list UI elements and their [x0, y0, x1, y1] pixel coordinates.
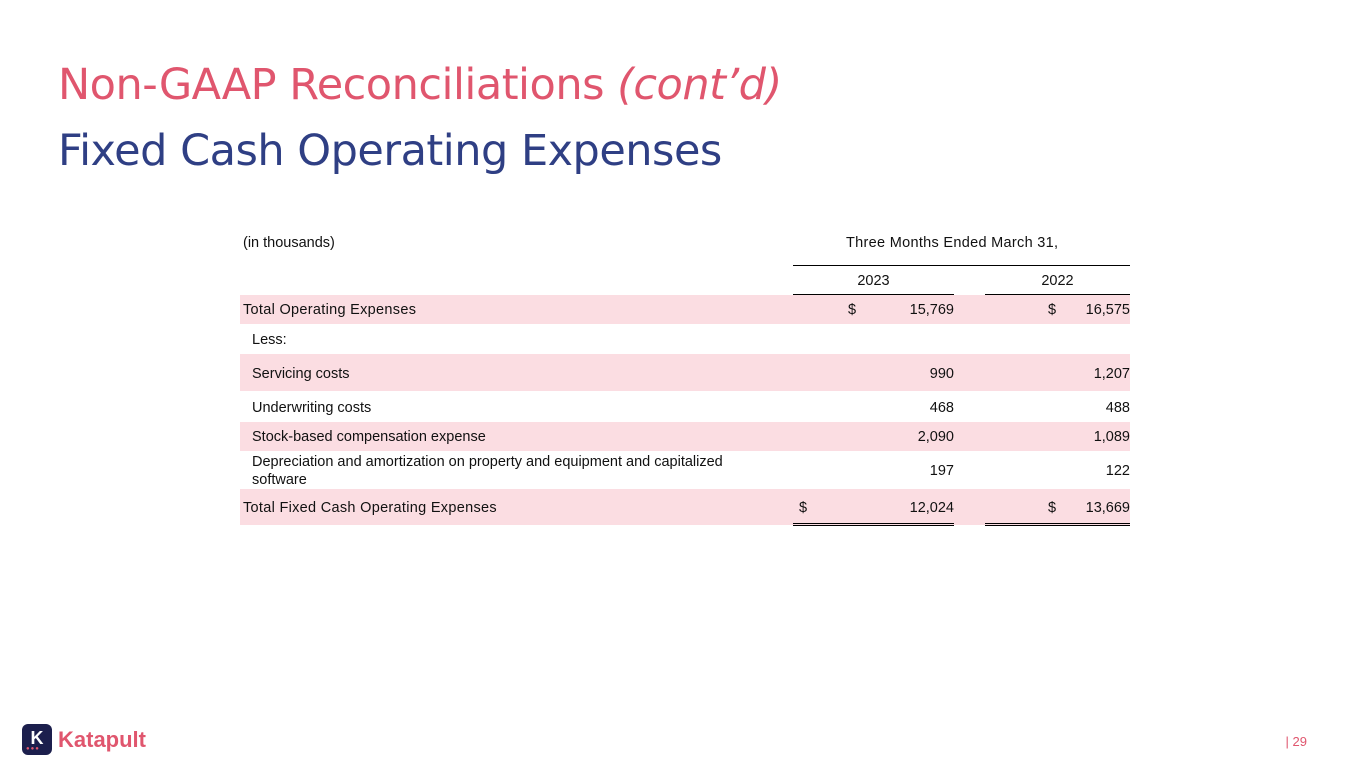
- table-row: [240, 295, 1130, 324]
- dollar-sign: $: [799, 500, 808, 516]
- katapult-logo-icon: K ●●●: [22, 724, 52, 755]
- page-subtitle: Fixed Cash Operating Expenses: [58, 126, 722, 176]
- double-underline-2022: [985, 523, 1130, 526]
- table-row: [240, 489, 1130, 525]
- row-label: Stock-based compensation expense: [252, 429, 486, 445]
- katapult-logo: [22, 724, 146, 755]
- katapult-logo-text: Katapult: [58, 726, 146, 752]
- row-label: [252, 453, 723, 489]
- value-2023: 12,024: [909, 500, 954, 516]
- value-2022: 488: [1105, 400, 1130, 416]
- row-label: Servicing costs: [252, 366, 350, 382]
- value-2023: 197: [929, 463, 954, 479]
- double-underline-2023: [793, 523, 954, 526]
- row-label-line2: software: [252, 472, 307, 488]
- table-row: [240, 391, 1130, 422]
- dollar-sign: $: [1048, 302, 1057, 318]
- value-2023: 2,090: [917, 429, 954, 445]
- row-label-line1: Depreciation and amortization on property and equipment and capitalized: [252, 454, 723, 470]
- page-title: [58, 60, 782, 110]
- value-2022: 1,207: [1093, 366, 1130, 382]
- value-2023: 15,769: [909, 302, 954, 318]
- table-row: [240, 422, 1130, 451]
- table-row: [240, 324, 1130, 354]
- value-2023: 468: [929, 400, 954, 416]
- value-2022: 16,575: [1085, 302, 1130, 318]
- column-header-2022: 2022: [1041, 273, 1074, 289]
- row-label: Total Operating Expenses: [243, 302, 417, 318]
- table-row: [240, 354, 1130, 391]
- dollar-sign: $: [848, 302, 857, 318]
- value-2022: 13,669: [1085, 500, 1130, 516]
- period-header: Three Months Ended March 31,: [846, 235, 1059, 251]
- value-2022: 122: [1105, 463, 1130, 479]
- header-rule: [793, 265, 1130, 266]
- units-label: (in thousands): [243, 235, 335, 251]
- page-number: | 29: [1285, 734, 1307, 749]
- row-label: Less:: [252, 332, 287, 348]
- table-row: [240, 451, 1130, 489]
- dollar-sign: $: [1048, 500, 1057, 516]
- value-2022: 1,089: [1093, 429, 1130, 445]
- column-header-2023: 2023: [857, 273, 890, 289]
- page-title-italic: (cont’d): [617, 60, 782, 110]
- page-title-main: Non-GAAP Reconciliations: [58, 60, 618, 110]
- row-label: Total Fixed Cash Operating Expenses: [243, 500, 497, 516]
- value-2023: 990: [929, 366, 954, 382]
- row-label: Underwriting costs: [252, 400, 372, 416]
